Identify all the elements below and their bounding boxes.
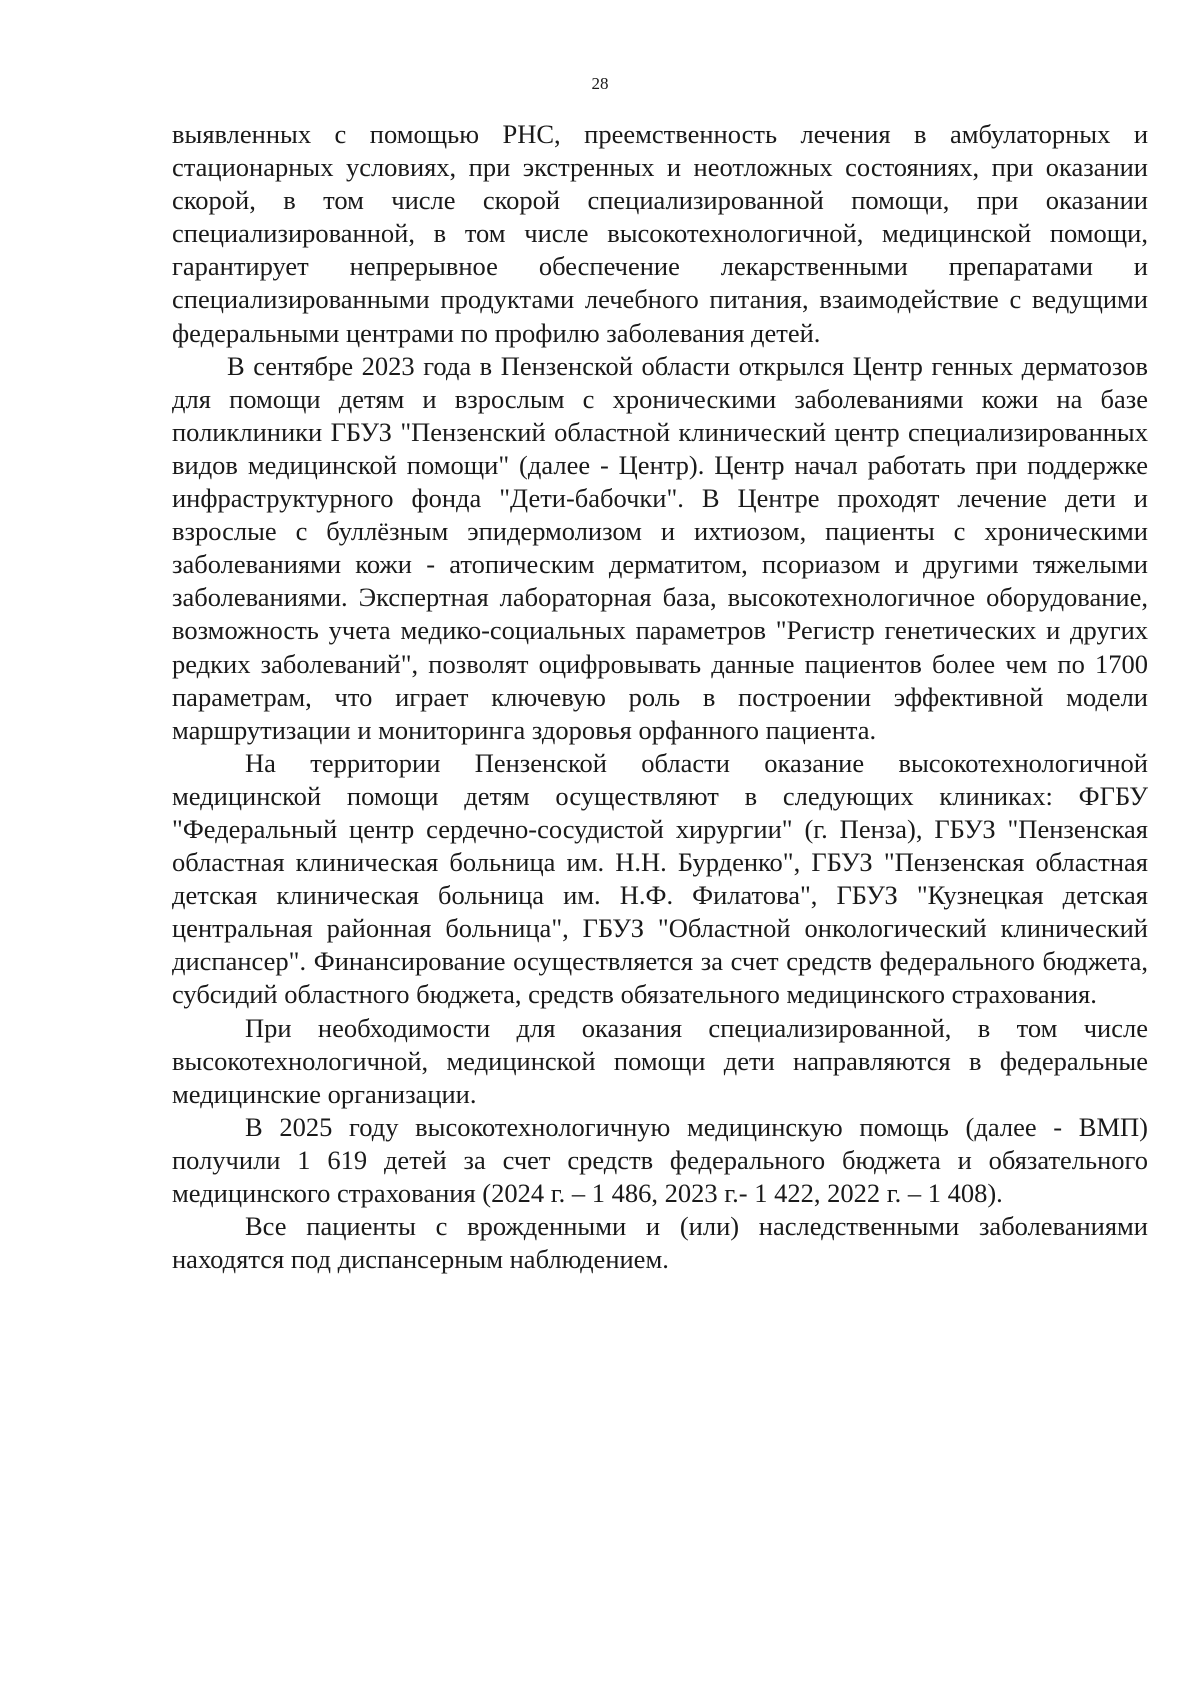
paragraph-vmp-statistics: В 2025 году высокотехнологичную медицинскую помощь (далее - ВМП) получили 1 619 детей за счет средств федерального бюджета и обязательного медицинского страхования (2024 г. – 1 486, 2023 г.- 1 422, 2022 г. – 1 408). (172, 1111, 1148, 1208)
page-number: 28 (591, 74, 609, 93)
paragraph-continuation: выявленных с помощью РНС, преемственность лечения в амбулаторных и стационарных условиях, при экстренных и неотложных состояниях, при оказании скорой, в том числе скорой специализированной помощи, при оказании специализированной, в том числе высокотехнологичной, медицинской помощи, гарантирует непрерывное обеспечение лекарственными препаратами и специализированными продуктами лечебного питания, взаимодействие с ведущими федеральными центрами по профилю заболевания детей. (172, 119, 1148, 348)
document-body (172, 118, 1148, 1276)
paragraph-genetic-dermatoses-center: В сентябре 2023 года в Пензенской области открылся Центр генных дерматозов для помощи детям и взрослым с хроническими заболеваниями кожи на базе поликлиники ГБУЗ "Пензенский областной клинический центр специализированных видов медицинской помощи" (далее - Центр). Центр начал работать при поддержке инфраструктурного фонда "Дети-бабочки". В Центре проходят лечение дети и взрослые с буллёзным эпидермолизом и ихтиозом, пациенты с хроническими заболеваниями кожи - атопическим дерматитом, псориазом и другими тяжелыми заболеваниями. Экспертная лабораторная база, высокотехнологичное оборудование, возможность учета медико-социальных параметров "Регистр генетических и других редких заболеваний", позволят оцифровывать данные пациентов более чем по 1700 параметрам, что играет ключевую роль в построении эффективной модели маршрутизации и мониторинга здоровья орфанного пациента. (172, 350, 1148, 745)
paragraph-high-tech-clinics: На территории Пензенской области оказание высокотехнологичной медицинской помощи детям осуществляют в следующих клиниках: ФГБУ "Федеральный центр сердечно-сосудистой хирургии" (г. Пенза), ГБУЗ "Пензенская областная клиническая больница им. Н.Н. Бурденко", ГБУЗ "Пензенская областная детская клиническая больница им. Н.Ф. Филатова", ГБУЗ "Кузнецкая детская центральная районная больница", ГБУЗ "Областной онкологический клинический диспансер". Финансирование осуществляется за счет средств федерального бюджета, субсидий областного бюджета, средств обязательного медицинского страхования. (172, 747, 1148, 1010)
paragraph-federal-referral: При необходимости для оказания специализированной, в том числе высокотехнологичной, медицинской помощи дети направляются в федеральные медицинские организации. (172, 1012, 1148, 1109)
paragraph-dispensary-observation: Все пациенты с врожденными и (или) наследственными заболеваниями находятся под диспансерным наблюдением. (172, 1211, 1148, 1275)
